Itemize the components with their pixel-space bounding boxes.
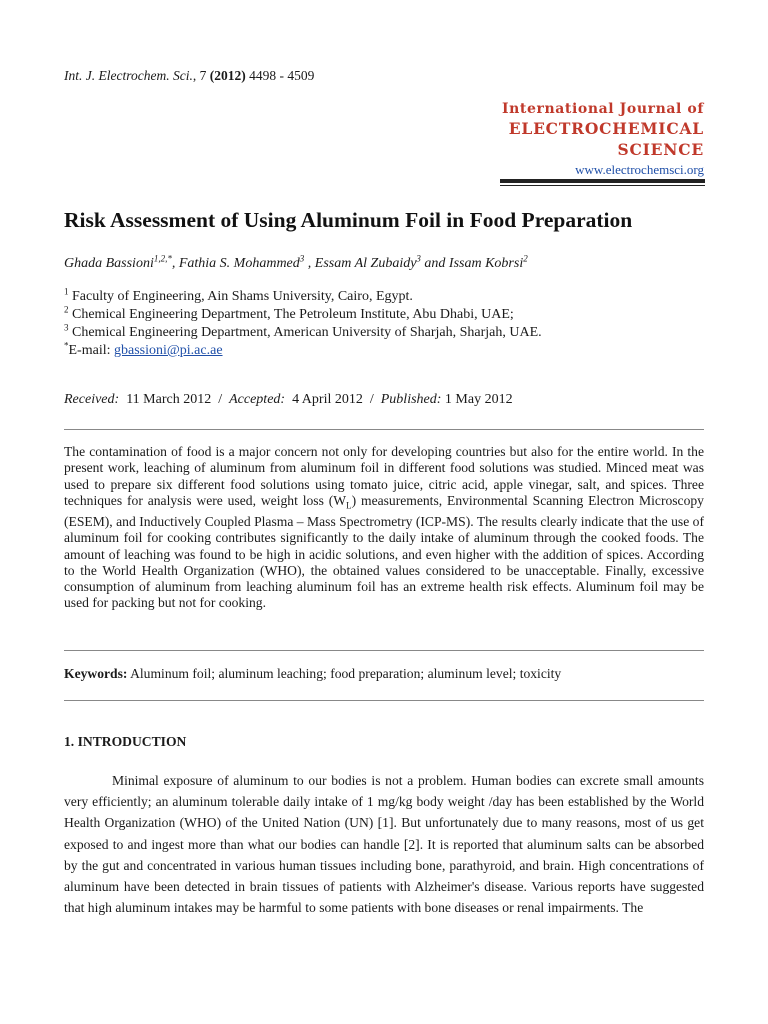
accepted-date: 4 April 2012 / [285,392,381,407]
author-separator: , [171,256,179,271]
email-line [64,342,724,360]
affiliation-mark: 1 [64,286,69,297]
affiliation-text: Faculty of Engineering, Ain Shams University, Cairo, Egypt. [68,289,413,304]
email-link[interactable]: gbassioni@pi.ac.ae [114,343,223,358]
affiliation-item [64,306,724,324]
keywords-line [64,666,704,682]
keywords-label: Keywords: [64,666,128,681]
affiliation-item [64,324,724,342]
author-separator: , [304,256,315,271]
journal-url-link[interactable]: www.electrochemsci.org [575,162,704,177]
header-rule-thin [500,185,705,186]
introduction-paragraph: Minimal exposure of aluminum to our bodies is not a problem. Human bodies can excrete small amounts very efficiently; an aluminum tolerable daily intake of 1 mg/kg body weight /day has been established by the World Health Organization (WHO) of the United Nation (UN) [1]. But unfortunately due to many reasons, most of us get exposed to and ingest more than what our bodies can handle [2]. It is reported that aluminum salts can be absorbed by the gut and concentrated in various human tissues including bone, parathyroid, and brain. High concentrations of aluminum have been detected in brain tissues of patients with Alzheimer's disease. Various reports have suggested that high aluminum intakes may be harmful to some patients with bone diseases or renal impairments. The [64,773,704,916]
affiliation-item [64,288,724,306]
published-date: 1 May 2012 [441,392,513,407]
author-name: Issam Kobrsi [448,256,524,271]
affiliation-mark: 3 [64,322,69,333]
affiliation-text: Chemical Engineering Department, American University of Sharjah, Sharjah, UAE. [68,325,542,340]
author-separator: and [420,256,449,271]
abstract-part: ) measurements, Environmental Scanning Electron Microscopy (ESEM), and Inductively Coupled Plasma – Mass Spectrometry (ICP-MS). The results clearly indicate that the use of aluminum foil for cooking contributes significantly to the daily intake of aluminum through the cooked foods. The amount of leaching was found to be high in acidic solutions, and even higher with the addition of spices. According to the World Health Organization (WHO), the obtained values considered to be unacceptable. Finally, excessive consumption of aluminum from leaching aluminum foil has an extreme health risk effects. Aluminum foil may be used for packing but not for cooking. [64,492,704,611]
author-affil-mark: 2 [523,253,528,264]
divider-middle [64,650,704,651]
abstract-subscript: L [346,500,352,511]
received-date: 11 March 2012 / [119,392,230,407]
paper-title: Risk Assessment of Using Aluminum Foil in Food Preparation [64,208,633,232]
affiliation-mark: 2 [64,304,69,315]
email-label: E-mail: [68,343,114,358]
citation-journal: Int. J. Electrochem. Sci. [64,68,193,83]
author-affil-mark: 1,2,* [153,253,172,264]
accepted-label: Accepted: [229,392,286,407]
author-affil-mark: 3 [416,253,421,264]
author-name: Fathia S. Mohammed [178,256,300,271]
abstract-part: The contamination of food is a major concern not only for developing countries but also for the entire world. In the present work, leaching of aluminum from aluminum foil in different food solutions was studied. Minced meat was used to prepare six different food solutions using tomato juice, citric acid, apple vinegar, salt, and spices. Three techniques for analysis were used, weight loss (W [64,444,704,508]
author-name: Essam Al Zubaidy [314,256,417,271]
journal-name-line1: International Journal of [501,101,704,117]
publication-dates [64,392,724,408]
divider-bottom [64,700,704,701]
journal-logo [444,100,704,179]
citation-volume: , 7 [192,68,210,83]
citation-pages: 4498 - 4509 [245,68,315,83]
keywords-text: Aluminum foil; aluminum leaching; food preparation; aluminum level; toxicity [127,666,562,681]
divider-top [64,429,704,430]
abstract-text [64,444,704,612]
published-label: Published: [380,392,442,407]
corresponding-mark: * [64,340,69,351]
received-label: Received: [64,392,120,407]
author-list [64,253,724,272]
header-rule-thick [500,179,705,183]
citation-year: (2012) [209,68,246,83]
introduction-body [64,770,704,918]
author-name: Ghada Bassioni [64,256,154,271]
affiliation-text: Chemical Engineering Department, The Petroleum Institute, Abu Dhabi, UAE; [68,307,514,322]
affiliation-list [64,288,724,360]
section-heading: 1. INTRODUCTION [64,734,187,749]
citation-line [64,68,314,84]
author-affil-mark: 3 [299,253,305,264]
journal-name-line3: SCIENCE [617,140,704,159]
journal-name-line2: ELECTROCHEMICAL [508,119,704,138]
